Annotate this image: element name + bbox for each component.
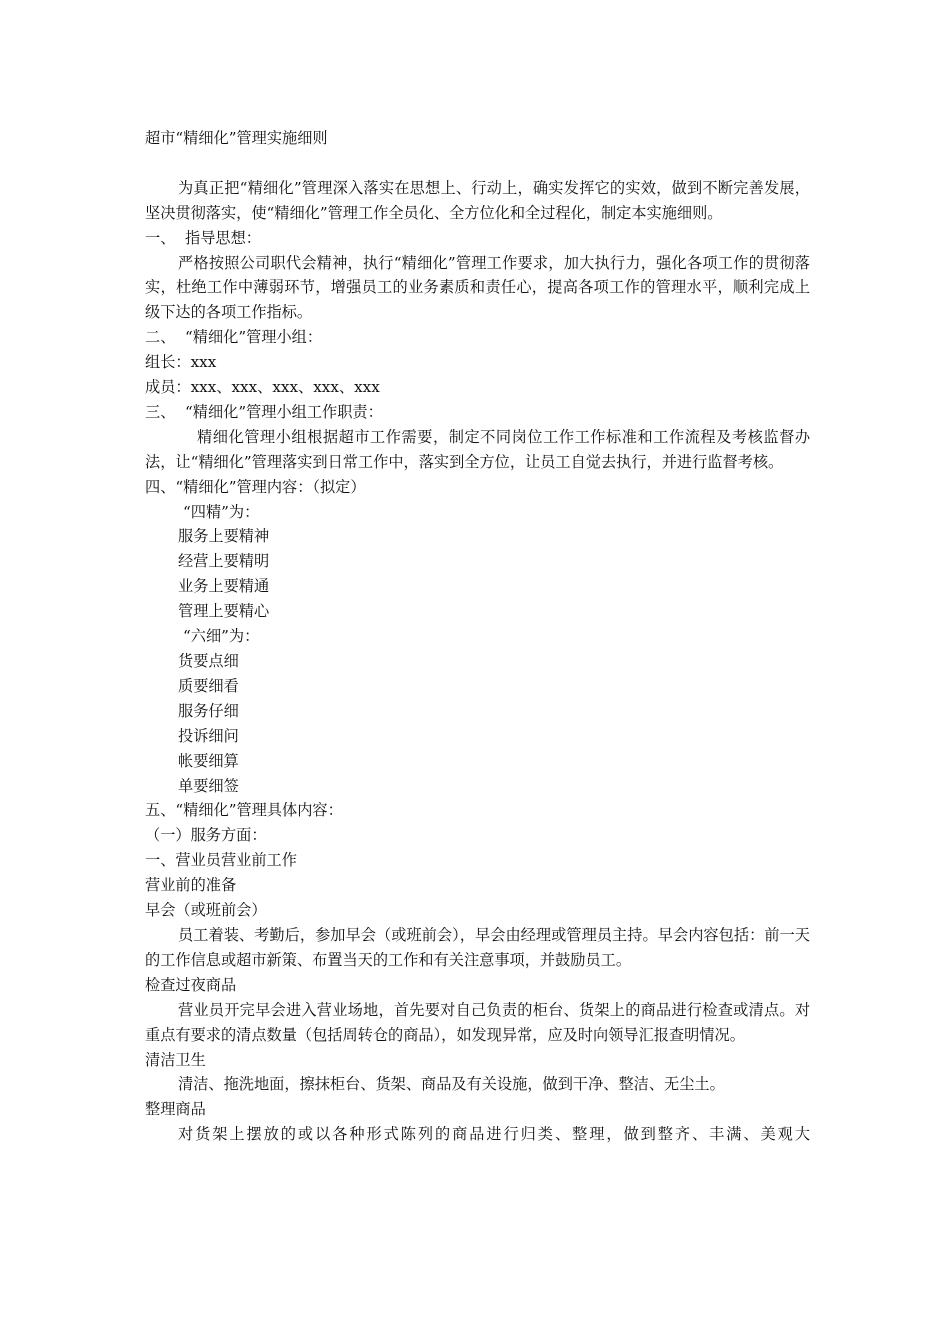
prep-heading: 营业前的准备: [145, 876, 237, 895]
section-1-body: 严格按照公司职代会精神，执行“精细化”管理工作要求，加大执行力，强化各项工作的贯彻落实，杜绝工作中薄弱环节，增强员工的业务素质和责任心，提高各项工作的管理水平，顺利完成上级下达的各项工作指标。: [145, 253, 810, 322]
subsection-item-heading: 一、营业员营业前工作: [145, 851, 297, 870]
section-5-heading: 五、“精细化”管理具体内容：: [145, 801, 343, 820]
section-3-body: 精细化管理小组根据超市工作需要，制定不同岗位工作工作标准和工作流程及考核监督办法，让“精细化”管理落实到日常工作中，落实到全方位，让员工自觉去执行，并进行监督考核。: [145, 427, 810, 471]
document-page: [145, 126, 810, 1147]
morning-meeting-body: 员工着装、考勤后，参加早会（或班前会），早会由经理或管理员主持。早会内容包括：前一天的工作信息或超市新策、布置当天的工作和有关注意事项，并鼓励员工。: [145, 925, 810, 969]
list-item: 服务上要精神: [178, 527, 270, 546]
four-jing-label: “四精”为：: [183, 502, 260, 521]
members-line: 成员：xxx、xxx、xxx、xxx、xxx: [145, 378, 380, 397]
section-3-heading: 三、 “精细化”管理小组工作职责：: [145, 402, 383, 421]
leader-line: 组长：xxx: [145, 353, 217, 372]
list-item: 服务仔细: [178, 701, 239, 720]
section-1-heading: 一、 指导思想：: [145, 228, 261, 247]
document-title: 超市“精细化”管理实施细则: [145, 129, 328, 147]
intro-paragraph: 为真正把“精细化”管理深入落实在思想上、行动上，确实发挥它的实效，做到不断完善发展，坚决贯彻落实，使“精细化”管理工作全员化、全方位化和全过程化，制定本实施细则。: [145, 178, 810, 222]
subsection-heading: （一）服务方面：: [145, 826, 267, 845]
six-xi-label: “六细”为：: [183, 627, 260, 646]
list-item: 管理上要精心: [178, 602, 270, 621]
arrange-body: 对货架上摆放的或以各种形式陈列的商品进行归类、整理，做到整齐、丰满、美观大: [178, 1125, 810, 1144]
clean-heading: 清洁卫生: [145, 1050, 206, 1069]
arrange-heading: 整理商品: [145, 1100, 206, 1119]
section-2-heading: 二、 “精细化”管理小组：: [145, 328, 323, 347]
check-heading: 检查过夜商品: [145, 975, 237, 994]
list-item: 业务上要精通: [178, 577, 270, 596]
clean-body: 清洁、拖洗地面，擦抹柜台、货架、商品及有关设施，做到干净、整洁、无尘土。: [178, 1075, 725, 1094]
list-item: 质要细看: [178, 676, 239, 695]
morning-meeting-heading: 早会（或班前会）: [145, 901, 267, 920]
section-4-heading: 四、“精细化”管理内容：（拟定）: [145, 477, 366, 496]
check-body: 营业员开完早会进入营业场地，首先要对自己负责的柜台、货架上的商品进行检查或清点。对重点有要求的清点数量（包括周转仓的商品），如发现异常，应及时向领导汇报查明情况。: [145, 1000, 810, 1044]
list-item: 投诉细问: [178, 726, 239, 745]
list-item: 帐要细算: [178, 751, 239, 770]
list-item: 单要细签: [178, 776, 239, 795]
list-item: 货要点细: [178, 652, 239, 671]
list-item: 经营上要精明: [178, 552, 270, 571]
